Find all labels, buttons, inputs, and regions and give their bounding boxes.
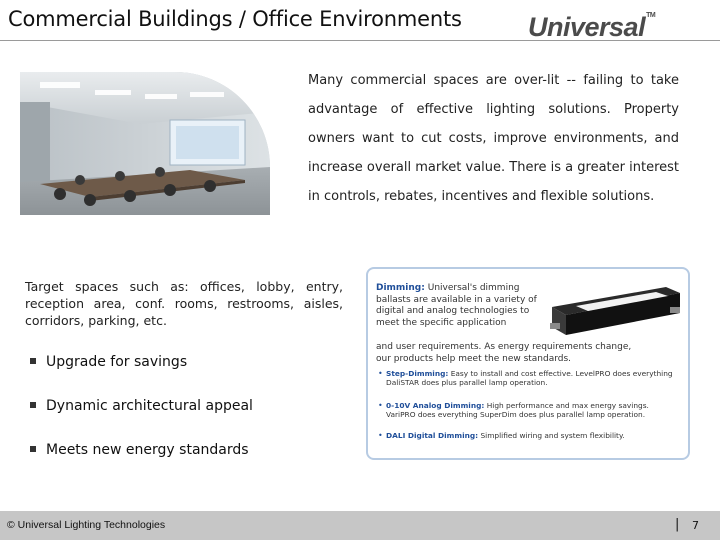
- intro-paragraph: Many commercial spaces are over-lit -- failing to take advantage of effective lighting solutions. Property owners want to cut costs, improve environments, and increase overall market value. There is a greater interest in controls, rebates, incentives and flexible solutions.: [308, 73, 679, 204]
- logo-text: Universal: [528, 12, 646, 42]
- bullet-item: [30, 354, 253, 376]
- universal-logo: [528, 12, 655, 43]
- slide-footer: [0, 511, 720, 540]
- dimming-heading-continued: and user requirements. As energy requirements change, our products help meet the new standards.: [376, 342, 632, 364]
- option-text: Easy to install and cost effective. LevelPRO does everything DaliSTAR does plus parallel lamp operation.: [386, 369, 673, 388]
- bullet-dot-icon: •: [378, 369, 383, 378]
- square-bullet-icon: [30, 402, 36, 408]
- bullet-item: [30, 398, 253, 420]
- bullet-dot-icon: •: [378, 431, 383, 440]
- dimming-heading-bold: Dimming:: [376, 283, 425, 293]
- square-bullet-icon: [30, 358, 36, 364]
- analog-dimming-option: [378, 401, 678, 420]
- option-text: High performance and max energy savings. VariPRO does everything SuperDim does plus parallel lamp operation.: [386, 401, 649, 420]
- bullet-text: Meets new energy standards: [46, 442, 249, 458]
- bullet-text: Upgrade for savings: [46, 354, 188, 370]
- option-title: DALI Digital Dimming:: [386, 431, 479, 440]
- dimming-product-card: [366, 267, 690, 460]
- step-dimming-option: [378, 369, 678, 388]
- option-title: Step-Dimming:: [386, 369, 449, 378]
- bullet-text: Dynamic architectural appeal: [46, 398, 253, 414]
- dimming-heading: [376, 283, 542, 329]
- option-title: 0-10V Analog Dimming:: [386, 401, 485, 410]
- bullet-dot-icon: •: [378, 401, 383, 410]
- page-number: 7: [692, 519, 699, 532]
- slide-title: Commercial Buildings / Office Environments: [8, 7, 462, 31]
- benefit-bullet-list: [30, 354, 253, 486]
- target-spaces-text: Target spaces such as: offices, lobby, entry, reception area, conf. rooms, restrooms, aisles, corridors, parking, etc.: [25, 279, 343, 328]
- dali-dimming-option: [378, 431, 678, 440]
- square-bullet-icon: [30, 446, 36, 452]
- copyright-text: © Universal Lighting Technologies: [7, 519, 166, 531]
- option-text: Simplified wiring and system flexibility.: [480, 431, 625, 440]
- footer-separator: |: [675, 517, 680, 532]
- bullet-item: [30, 442, 253, 464]
- conference-room-photo: [20, 72, 270, 215]
- logo-trademark: TM: [646, 12, 656, 19]
- dimming-heading-text: Universal's dimming ballasts are available in a variety of digital and analog technologies to meet the specific application: [376, 283, 537, 328]
- ballast-product-image: [546, 283, 684, 341]
